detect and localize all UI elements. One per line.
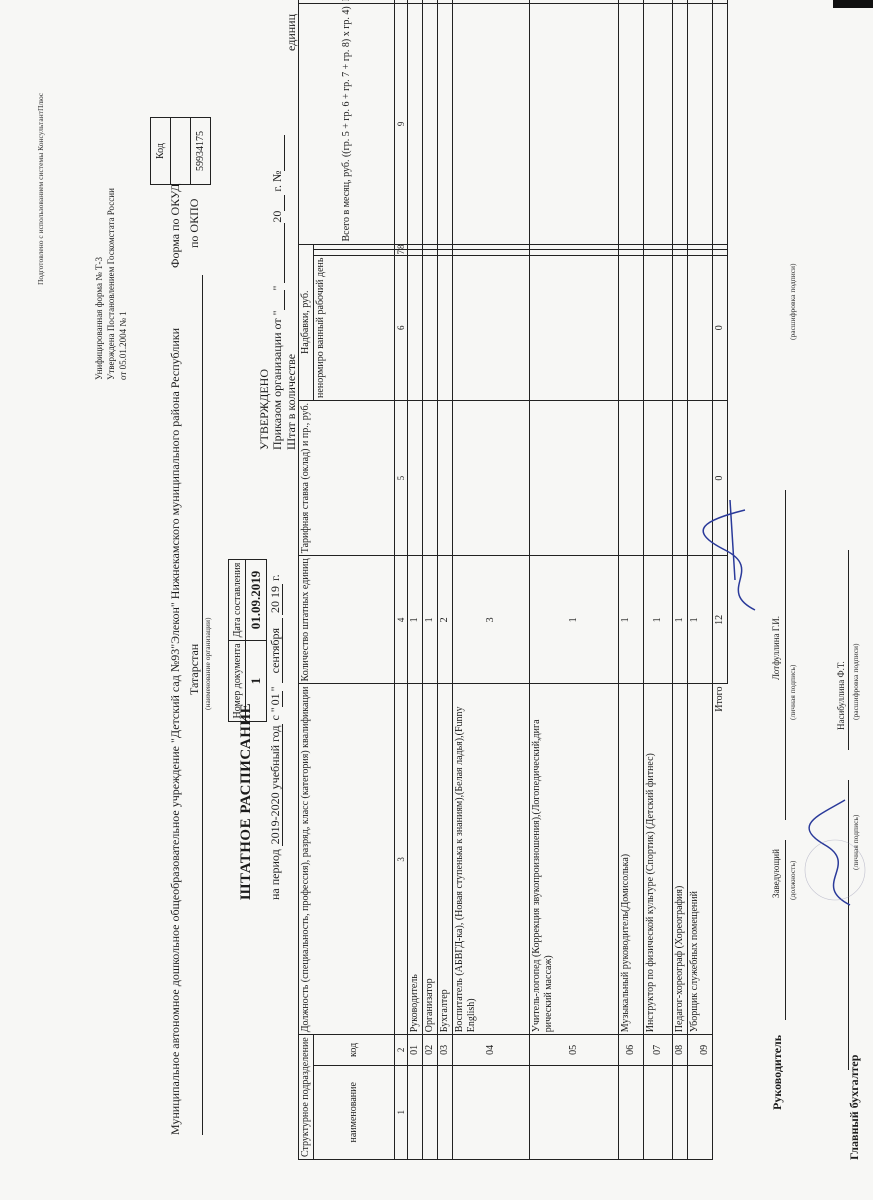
- decode-caption: (расшифровка подписи): [788, 263, 797, 340]
- row-position: Учитель-логопед (Коррекция звукопроизношения),(Логопедический,дига рический массаж): [530, 684, 619, 1035]
- org-caption: (наименование организации): [203, 617, 212, 710]
- row-count: 1: [688, 556, 713, 684]
- form-info-line3: от 05.01.2004 № 1: [118, 311, 128, 380]
- row-count: 1: [644, 556, 673, 684]
- form-info-line2: Утверждена Постановлением Госкомстата России: [106, 188, 116, 380]
- col-num: 8: [396, 244, 406, 250]
- head-label: Руководитель: [770, 1034, 784, 1110]
- code-box: [150, 117, 211, 185]
- head-position: Заведующий: [771, 849, 781, 898]
- table-row: [619, 0, 644, 1160]
- doc-box: [228, 559, 267, 722]
- org-name-cont: Татарстан: [187, 275, 203, 1135]
- row-position: Организатор: [423, 684, 438, 1035]
- form-info-line1: Унифицированная форма № Т-3: [94, 256, 104, 380]
- hdr-total: Всего в месяц, руб. ((гр. 5 + гр. 6 + гр. 7 + гр. 8) х гр. 4): [299, 4, 395, 244]
- col-num: 4: [395, 556, 408, 684]
- chief-signature-image: [800, 780, 870, 920]
- row-code: 03: [438, 1035, 453, 1065]
- consultant-note: Подготовлено с использованием системы КонсультантПлюс: [36, 92, 45, 285]
- row-position: Воспитатель (АБВГД-ка), (Новая ступенька к знаниям),(Белая ладья),(Funny English): [453, 684, 530, 1035]
- head-decode-line: [785, 490, 786, 720]
- col-num: 2: [395, 1035, 408, 1065]
- okud-label: Форма по ОКУД: [168, 183, 182, 268]
- hdr-allowances: Надбавки, руб.: [299, 244, 314, 400]
- hdr-dept: Структурное подразделение: [299, 1035, 314, 1160]
- approved-order-g: г. №: [270, 170, 284, 192]
- chief-decode-caption: (расшифровка подписи): [851, 643, 860, 720]
- okpo-label: по ОКПО: [187, 198, 201, 248]
- col-num: 5: [395, 400, 408, 555]
- approved-order-year: 20: [270, 210, 284, 223]
- row-position: Руководитель: [408, 684, 423, 1035]
- row-count: 1: [423, 556, 438, 684]
- doc-title: ШТАТНОЕ РАСПИСАНИЕ: [238, 702, 254, 900]
- approved-title: УТВЕРЖДЕНО: [257, 368, 271, 450]
- approved-staff-label: Штат в количестве: [284, 353, 298, 450]
- row-count: 1: [408, 556, 423, 684]
- approved-units: единиц: [284, 13, 298, 51]
- hdr-position: Должность (специальность, профессия), разряд, класс (категория) квалификации: [299, 684, 395, 1035]
- head-signature-image: [695, 480, 775, 620]
- row-count: 1: [673, 556, 688, 684]
- period-day-close: ": [268, 686, 282, 692]
- row-code: 07: [644, 1035, 673, 1065]
- doc-date-label: Дата составления: [229, 560, 246, 641]
- row-position: Инструктор по физической культуре (Спортик) (Детский фитнес): [644, 684, 673, 1035]
- row-count: 1: [619, 556, 644, 684]
- row-code: 08: [673, 1035, 688, 1065]
- table-row: [453, 0, 530, 1160]
- hdr-dept-code: код: [314, 1035, 395, 1065]
- approved-order: [270, 135, 285, 450]
- approved-day-blank: [270, 290, 285, 310]
- col-num: 1: [395, 1065, 408, 1159]
- position-caption: (должность): [788, 860, 797, 900]
- hdr-note: [299, 0, 395, 4]
- period-month: сентября: [268, 618, 283, 683]
- hdr-allow-2: [314, 250, 395, 256]
- approved-year-blank: [270, 195, 285, 211]
- row-count: 2: [438, 556, 453, 684]
- col-num: 9: [395, 4, 408, 244]
- hdr-allow-3: [314, 244, 395, 250]
- head-name: Лотфуллина Г.И.: [771, 616, 781, 680]
- approved-order-mid: ": [270, 285, 284, 291]
- table-row: [408, 0, 423, 1160]
- total-label: Итого: [713, 684, 728, 1160]
- row-code: 04: [453, 1035, 530, 1065]
- row-count: 3: [453, 556, 530, 684]
- period-from: с ": [268, 707, 282, 721]
- row-code: 09: [688, 1035, 713, 1065]
- doc-number-label: Номер документа: [229, 641, 246, 722]
- doc-date-value: 01.09.2019: [246, 560, 267, 641]
- approved-number-blank: [270, 135, 285, 171]
- row-position: Уборщик служебных помещений: [688, 684, 713, 1035]
- table-row: [644, 0, 673, 1160]
- period-year-num: 20 19: [268, 585, 282, 613]
- chief-label: Главный бухгалтер: [847, 1054, 861, 1160]
- approved-order-label: Приказом организации от ": [270, 310, 284, 450]
- row-position: Музыкальный руководитель(Домисолька): [619, 684, 644, 1035]
- period-year: 2019-2020 учебный год: [268, 725, 282, 845]
- period-prefix: на период: [268, 849, 282, 900]
- period-line: [268, 574, 283, 900]
- chief-name: Насибуллина Ф.Т.: [836, 661, 846, 730]
- col-num: [395, 0, 408, 4]
- row-code: 01: [408, 1035, 423, 1065]
- col-num: 6: [395, 255, 408, 400]
- row-position: Педагог-хореограф (Хореография): [673, 684, 688, 1035]
- row-code: 05: [530, 1035, 619, 1065]
- hdr-dept-name: наименование: [314, 1065, 395, 1159]
- doc-number-value: 1: [246, 641, 267, 722]
- org-name: Муниципальное автономное дошкольное общеобразовательное учреждение "Детский сад №93"Элекон" Нижнекамского муниципального района Республики: [168, 328, 182, 1135]
- hdr-rate: Тарифная ставка (оклад) и пр., руб.: [299, 400, 395, 555]
- col-num: 7: [396, 250, 406, 255]
- total-count: 12: [713, 556, 728, 684]
- period-suffix: г.: [268, 574, 282, 581]
- approved-staff-blank: [284, 54, 299, 354]
- period-day: 01: [268, 693, 282, 706]
- staff-table: [298, 0, 728, 1160]
- code-header: Код: [151, 118, 171, 185]
- row-position: Бухгалтер: [438, 684, 453, 1035]
- approved-month-blank: [270, 223, 285, 283]
- table-row: [673, 0, 688, 1160]
- hdr-irregular: ненормиро ванный рабочий день: [314, 255, 395, 400]
- head-position-line: [785, 840, 786, 1020]
- chief-decode-line: [848, 550, 849, 750]
- row-code: 06: [619, 1035, 644, 1065]
- total-rate: 0: [713, 400, 728, 555]
- table-row: [438, 0, 453, 1160]
- sign-caption: (личная подпись): [788, 664, 797, 720]
- chief-sign-caption: (личная подпись): [851, 814, 860, 870]
- total-irregular: 0: [713, 255, 728, 400]
- approved-staff: [284, 14, 299, 450]
- table-row: [530, 0, 619, 1160]
- col-numbers-row: [395, 0, 408, 1160]
- row-code: 02: [423, 1035, 438, 1065]
- col-num: 3: [395, 684, 408, 1035]
- okud-value: [171, 118, 191, 185]
- row-count: 1: [530, 556, 619, 684]
- table-row: [423, 0, 438, 1160]
- hdr-count: Количество штатных единиц: [299, 556, 395, 684]
- okpo-value: 59934175: [191, 118, 211, 185]
